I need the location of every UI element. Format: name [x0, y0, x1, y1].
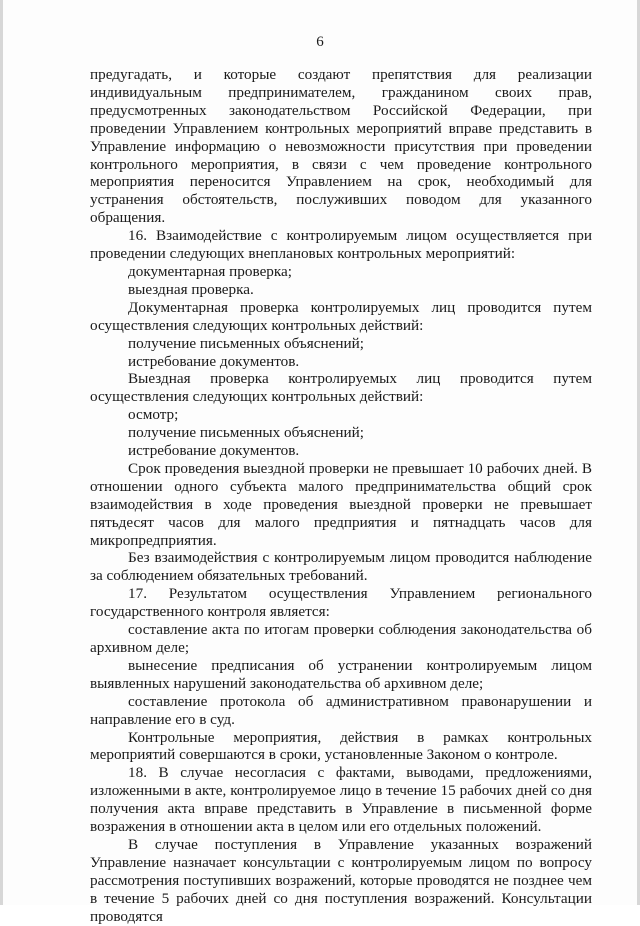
list-item-protocol: составление протокола об административном правонарушении и направление его в суд.	[90, 692, 592, 728]
list-item-written-explanations-2: получение письменных объяснений;	[128, 424, 364, 442]
list-item-order: вынесение предписания об устранении контролируемым лицом выявленных нарушений законодательства об архивном деле;	[90, 656, 592, 692]
paragraph-item-18: 18. В случае несогласия с фактами, выводами, предложениями, изложенными в акте, контролируемое лицо в течение 15 рабочих дней со дня получения акта вправе представить в Управление в письменной форме возражения в отношении акта в целом или его отдельных положений.	[90, 764, 592, 836]
paragraph-item-17: 17. Результатом осуществления Управлением регионального государственного контроля является:	[90, 585, 592, 621]
list-item-documentary-check: документарная проверка;	[128, 262, 293, 280]
list-item-field-check: выездная проверка.	[128, 280, 254, 298]
list-item-document-request: истребование документов.	[128, 352, 300, 370]
page-number: 6	[316, 34, 324, 50]
paragraph-field-check-actions: Выездная проверка контролируемых лиц проводится путем осуществления следующих контрольных действий:	[90, 370, 592, 406]
list-item-act: составление акта по итогам проверки соблюдения законодательства об архивном деле;	[90, 621, 592, 656]
paragraph-observation: Без взаимодействия с контролируемым лицом проводится наблюдение за соблюдением обязательных требований.	[90, 549, 592, 585]
list-item-inspection: осмотр;	[128, 406, 179, 424]
paragraph-documentary-check-actions: Документарная проверка контролируемых лиц проводится путем осуществления следующих контрольных действий:	[90, 298, 592, 334]
paragraph-continuation: предугадать, и которые создают препятствия для реализации индивидуальным предпринимателем, гражданином своих прав, предусмотренных законодательством Российской Федерации, при проведении Управлением контрольных мероприятий вправе представить в Управление информацию о невозможности присутствия при проведении контрольного мероприятия, в связи с чем проведение контрольного мероприятия переносится Управлением на срок, необходимый для устранения обстоятельств, послуживших поводом для указанного обращения.	[90, 66, 592, 227]
paragraph-deadlines: Контрольные мероприятия, действия в рамках контрольных мероприятий совершаются в сроки, установленные Законом о контроле.	[90, 728, 592, 764]
paragraph-field-check-duration: Срок проведения выездной проверки не превышает 10 рабочих дней. В отношении одного субъекта малого предпринимательства общий срок взаимодействия в ходе проведения выездной проверки не превышает пятьдесят часов для малого предприятия и пятнадцать часов для микропредприятия.	[90, 459, 592, 549]
list-item-document-request-2: истребование документов.	[128, 442, 300, 460]
document-body	[90, 66, 592, 926]
paragraph-item-16: 16. Взаимодействие с контролируемым лицом осуществляется при проведении следующих внеплановых контрольных мероприятий:	[90, 227, 592, 263]
list-item-written-explanations: получение письменных объяснений;	[128, 334, 364, 352]
paragraph-consultations: В случае поступления в Управление указанных возражений Управление назначает консультации с контролируемым лицом по вопросу рассмотрения поступивших возражений, которые проводятся не позднее чем в течение 5 рабочих дней со дня поступления возражений. Консультации проводятся	[90, 835, 592, 925]
